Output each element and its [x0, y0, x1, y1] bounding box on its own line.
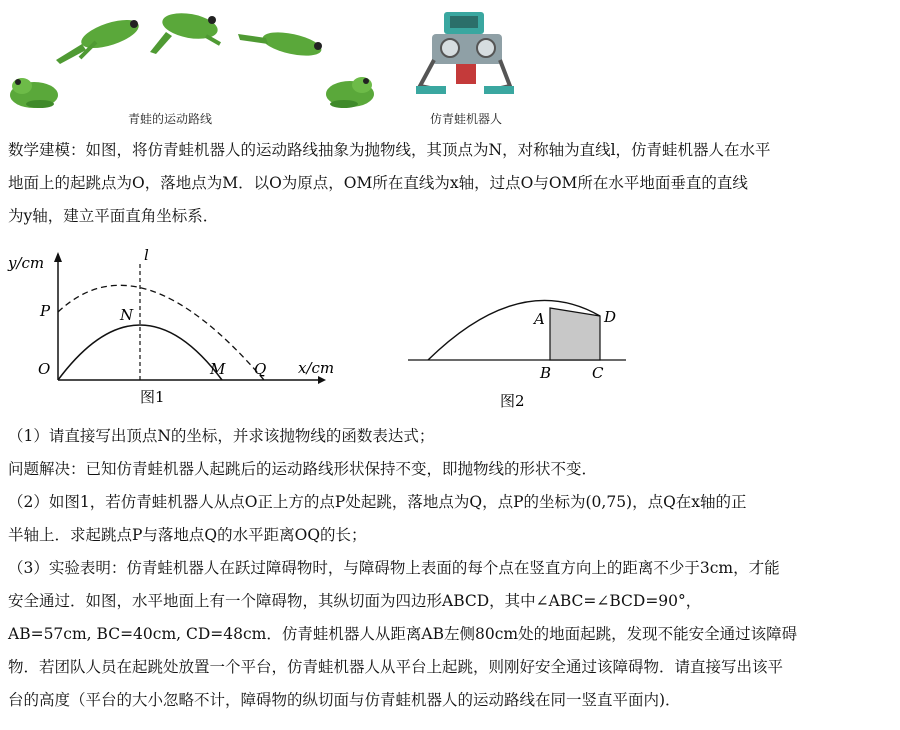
- x-axis-arrow: [318, 376, 326, 384]
- label-C: C: [592, 364, 604, 382]
- figure-1-label: 图1: [140, 388, 165, 406]
- questions-block: [8, 420, 892, 717]
- figure-2-graph: [400, 290, 640, 415]
- figure-1-graph: [0, 240, 350, 415]
- intro-line: 地面上的起跳点为O，落地点为M．以O为原点，OM所在直线为x轴，过点O与OM所在水平地面垂直的直线: [8, 174, 748, 192]
- frog-path-drawing: [0, 0, 400, 120]
- label-N: N: [120, 306, 134, 324]
- label-M: M: [210, 360, 226, 378]
- frog-path-caption: 青蛙的运动路线: [128, 112, 213, 126]
- label-l: l: [144, 246, 149, 264]
- label-A: A: [534, 310, 545, 328]
- question-3-line: 台的高度（平台的大小忽略不计，障碍物的纵切面与仿青蛙机器人的运动路线在同一竖直平面内)．: [8, 691, 681, 709]
- figure-1: [0, 240, 350, 415]
- intro-paragraph: [8, 134, 892, 233]
- label-D: D: [604, 308, 617, 326]
- question-2-line: 半轴上．求起跳点P与落地点Q的水平距离OQ的长；: [8, 526, 367, 544]
- label-P: P: [40, 302, 51, 320]
- frog-sitting-right: [326, 77, 374, 108]
- frog-sitting-left: [10, 78, 58, 108]
- label-O: O: [38, 360, 51, 378]
- question-1: （1）请直接写出顶点N的坐标，并求该抛物线的函数表达式；: [8, 427, 435, 445]
- question-3-line: AB=57cm, BC=40cm, CD=48cm．仿青蛙机器人从距离AB左侧80cm处的地面起跳，发现不能安全通过该障碍: [8, 625, 798, 643]
- robot-caption: 仿青蛙机器人: [430, 112, 503, 126]
- question-2-line: （2）如图1，若仿青蛙机器人从点O正上方的点P处起跳，落地点为Q，点P的坐标为(0,75)，点Q在x轴的正: [8, 493, 747, 511]
- robot-drawing: [410, 4, 520, 104]
- robot-illustration: [410, 4, 520, 104]
- frog-leaping-1: [56, 14, 142, 64]
- frog-illustration: [0, 0, 400, 120]
- y-axis-label: y/cm: [8, 254, 45, 272]
- question-3-line: 安全通过．如图，水平地面上有一个障碍物，其纵切面为四边形ABCD，其中∠ABC=∠BCD=90°，: [8, 592, 702, 610]
- y-axis-arrow: [54, 252, 62, 262]
- x-axis-label: x/cm: [298, 359, 335, 377]
- question-3-line: （3）实验表明：仿青蛙机器人在跃过障碍物时，与障碍物上表面的每个点在竖直方向上的距离不少于3cm，才能: [8, 559, 780, 577]
- label-B: B: [540, 364, 552, 382]
- figure-2-label: 图2: [500, 392, 525, 410]
- obstacle-ABCD: [550, 308, 600, 360]
- figure-2: [400, 290, 640, 415]
- problem-solving-statement: 问题解决：已知仿青蛙机器人起跳后的运动路线形状保持不变，即抛物线的形状不变．: [8, 460, 598, 478]
- frog-leaping-2: [150, 9, 220, 54]
- parabola-PQ: [58, 285, 267, 380]
- question-3-line: 物．若团队人员在起跳处放置一个平台，仿青蛙机器人从平台上起跳，则刚好安全通过该障碍物．请直接写出该平: [8, 658, 784, 676]
- label-Q: Q: [254, 360, 267, 378]
- intro-line: 数学建模：如图，将仿青蛙机器人的运动路线抽象为抛物线，其顶点为N，对称轴为直线l，仿青蛙机器人在水平: [8, 141, 771, 159]
- frog-leaping-3: [238, 28, 323, 60]
- intro-line: 为y轴，建立平面直角坐标系．: [8, 207, 219, 225]
